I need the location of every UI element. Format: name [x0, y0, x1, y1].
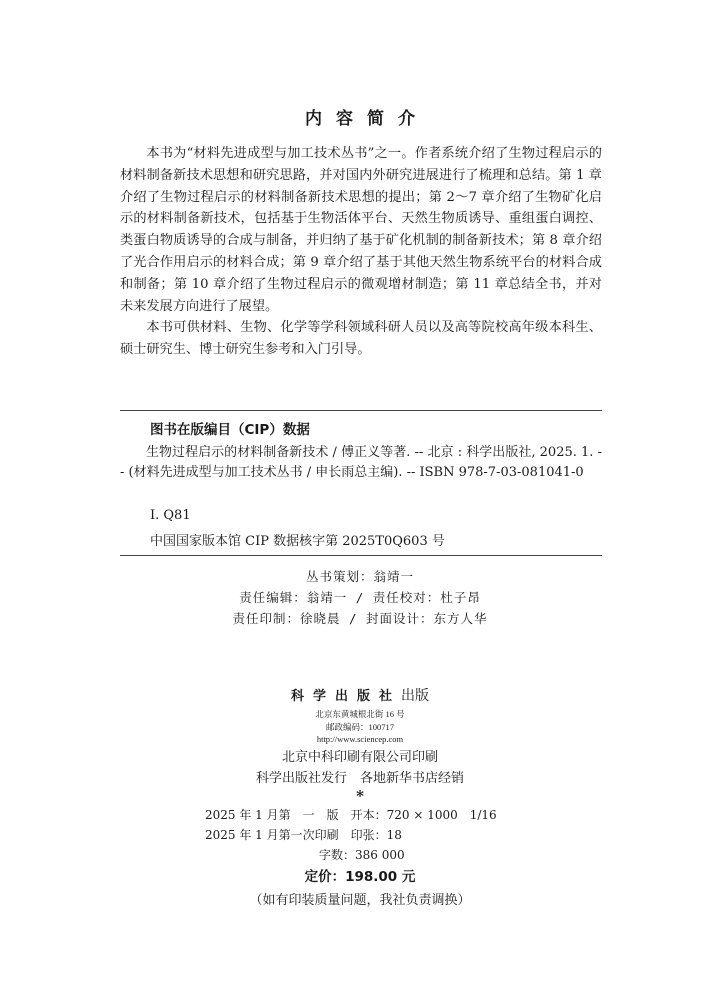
intro-paragraph-2: 本书可供材料、生物、化学等学科领域科研人员以及高等院校高年级本科生、硕士研究生、博士研究生参考和入门引导。	[120, 320, 602, 358]
intro-section	[120, 143, 602, 361]
cip-record	[120, 443, 602, 483]
cip-top-rule	[120, 410, 602, 411]
word-count: 字数：386 000	[319, 848, 405, 862]
cip-bottom-rule	[120, 555, 602, 556]
publisher-address: 北京东黄城根北街 16 号	[315, 709, 405, 719]
quality-note: （如有印装质量问题，我社负责调换）	[249, 893, 471, 908]
price: 定价：198.00 元	[304, 869, 416, 885]
publisher-postcode: 邮政编码：100717	[325, 722, 394, 732]
printer-line: 北京中科印刷有限公司印刷	[281, 750, 438, 765]
credit-production: 责任印制：徐晓晨 / 封面设计：东方人华	[232, 611, 488, 626]
edition-line: 2025 年 1 月第 一 版 开本：720 × 1000 1/16	[205, 808, 497, 822]
distribution-line: 科学出版社发行 各地新华书店经销	[255, 771, 464, 786]
publisher-website: http://www.sciencep.com	[316, 734, 404, 744]
page-title: 内容简介	[305, 109, 429, 129]
credit-planner: 丛书策划：翁靖一	[305, 569, 414, 584]
separator-star: *	[356, 787, 364, 805]
cip-classification: Ⅰ. Q81	[150, 508, 191, 523]
cip-verification: 中国国家版本馆 CIP 数据核字第 2025T0Q603 号	[150, 534, 445, 549]
printing-line: 2025 年 1 月第一次印刷 印张：18	[205, 828, 402, 842]
publisher-suffix: 出版	[401, 688, 429, 704]
publisher-line	[0, 685, 720, 705]
intro-paragraph-1: 本书为“材料先进成型与加工技术丛书”之一。作者系统介绍了生物过程启示的材料制备新技术思想和研究思路，并对国内外研究进展进行了梳理和总结。第 1 章介绍了生物过程启示的材料制备新技术思想的提出；第 2～7 章介绍了生物矿化启示的材料制备新技术，包括基于生物活体平台、天然生物质诱导、重组蛋白调控、类蛋白物质诱导的合成与制备，并归纳了基于矿化机制的制备新技术；第 8 章介绍了光合作用启示的材料合成；第 9 章介绍了基于其他天然生物系统平台的材料合成和制备；第 10 章介绍了生物过程启示的微观增材制造；第 11 章总结全书，并对未来发展方向进行了展望。	[120, 146, 602, 314]
cip-heading: 图书在版编目（CIP）数据	[150, 422, 310, 438]
cip-record-text: 生物过程启示的材料制备新技术 / 傅正义等著. -- 北京 : 科学出版社, 2025. 1. -- (材料先进成型与加工技术丛书 / 申长雨总主编). -- ISBN 978-7-03-081041-0	[120, 445, 602, 480]
credit-editors: 责任编辑：翁靖一 / 责任校对：杜子昂	[239, 590, 481, 605]
publisher-brand: 科学出版社	[290, 689, 401, 704]
